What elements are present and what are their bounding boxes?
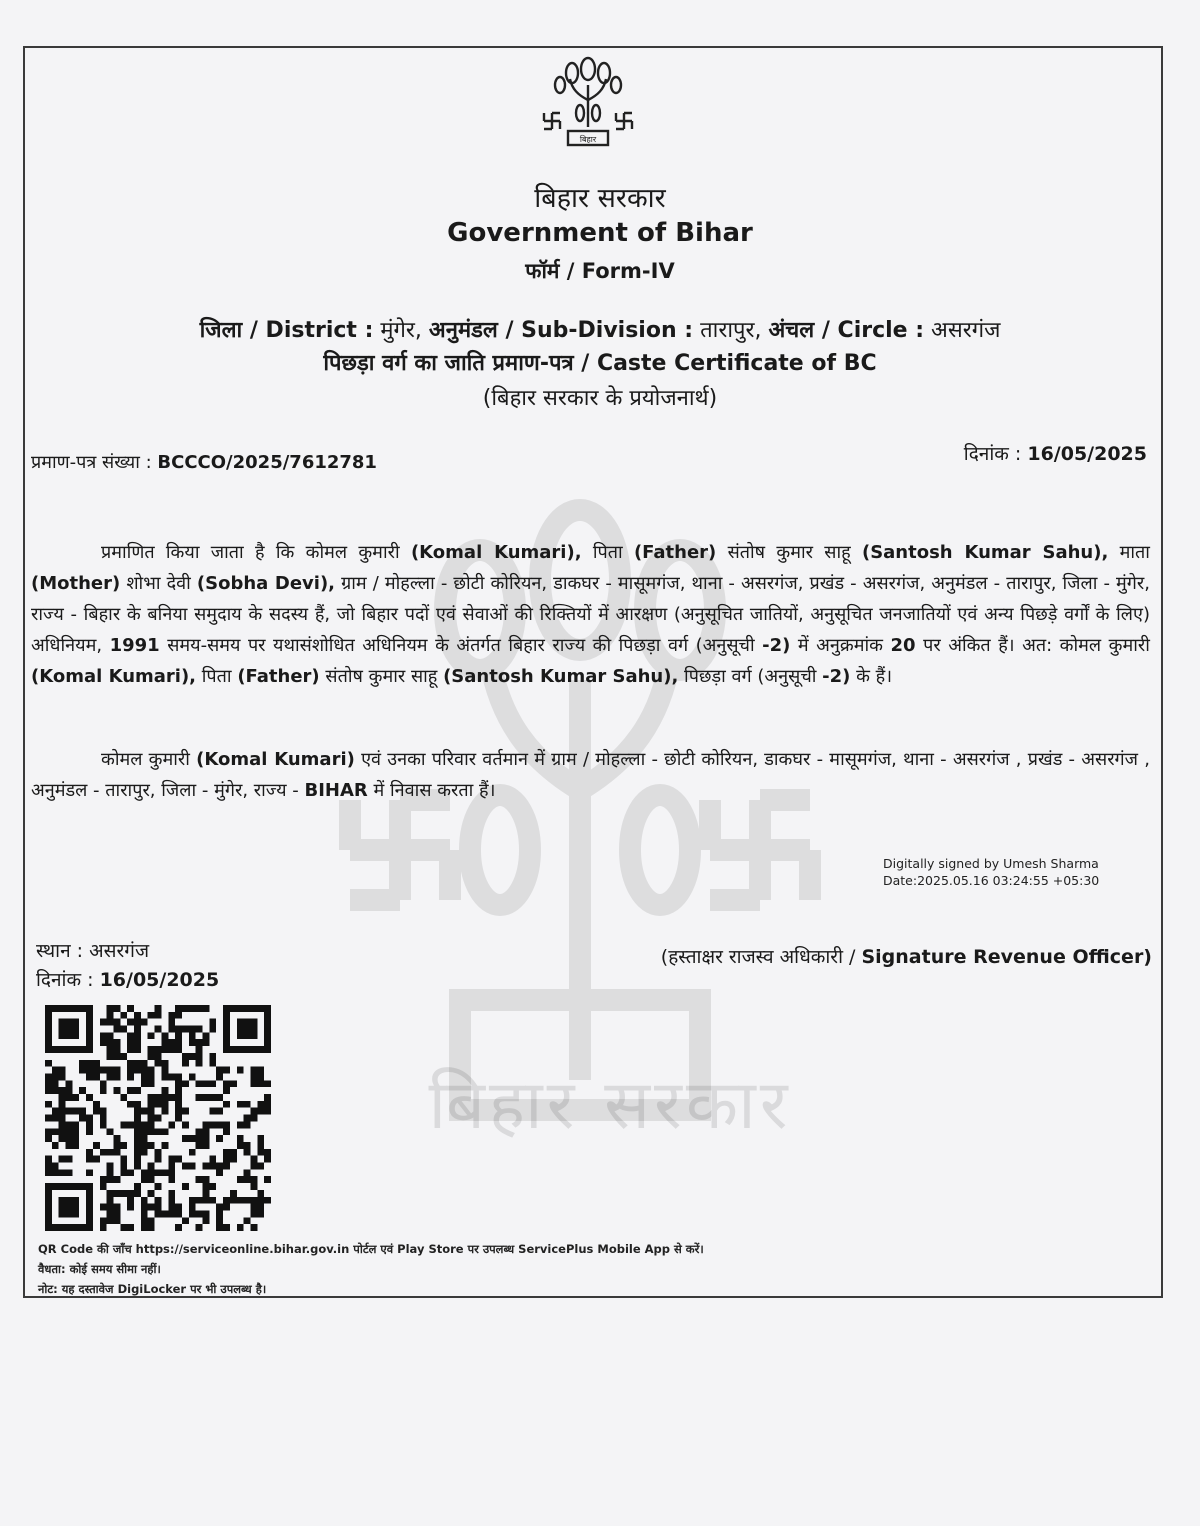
p1-text: पिछड़ा वर्ग (अनुसूची <box>684 666 817 687</box>
p1-father-hindi: संतोष कुमार साहू <box>727 542 851 563</box>
district-line <box>0 314 1200 344</box>
p1-name-english: (Komal Kumari), <box>31 666 197 687</box>
p2-name-english: (Komal Kumari) <box>196 749 355 770</box>
digilocker-note: नोट: यह दस्तावेज DigiLocker पर भी उपलब्ध है। <box>38 1282 267 1296</box>
circle-label: अंचल / Circle : <box>768 318 925 343</box>
p1-mother-label: (Mother) <box>31 573 121 594</box>
p1-name-english: (Komal Kumari), <box>410 542 582 563</box>
certificate-date-label: दिनांक : <box>963 443 1022 465</box>
certificate-number-label: प्रमाण-पत्र संख्या : <box>31 452 152 473</box>
signature-english: Signature Revenue Officer) <box>861 946 1152 968</box>
p2-text: में निवास करता हैं। <box>373 780 496 801</box>
p1-text: प्रमाणित किया जाता है कि कोमल कुमारी <box>101 542 400 563</box>
residence-paragraph <box>31 744 1150 806</box>
p1-serial-number: 20 <box>890 635 916 656</box>
p1-father-hindi: संतोष कुमार साहू <box>325 666 438 687</box>
emblem-label: बिहार <box>579 135 597 144</box>
signature-hindi: (हस्ताक्षर राजस्व अधिकारी / <box>660 946 856 968</box>
p1-father-label: (Father) <box>237 666 320 687</box>
validity-note: वैधता: कोई समय सीमा नहीं। <box>38 1262 161 1276</box>
p1-act-year: 1991 <box>109 635 160 656</box>
p1-text: ग्राम / मोहल्ला - छोटी कोरियन, डाकघर - मासूमगंज, थाना - असरगंज, प्रखंड - असरगंज, अनुमंडल - तारापुर, जिला - मुंगेर, राज्य - बिहार के बनिया समुदाय के सदस्य हैं, जो बिहार पदों एवं सेवाओं की रिक्तियों में आरक्षण (अनुसूचित जातियों, अनुसूचित जनजातियों एवं अन्य पिछड़े वर्गों के लिए) अधिनियम, <box>31 573 1150 656</box>
form-number: फॉर्म / Form-IV <box>525 259 675 283</box>
p1-text: पर अंकित हैं। अत: कोमल कुमारी <box>923 635 1150 656</box>
digital-signature <box>883 855 1099 889</box>
p2-text: एवं उनका परिवार वर्तमान में ग्राम / मोहल्ला - छोटी कोरियन, डाकघर - मासूमगंज, थाना - असरगंज , प्रखंड - असरगंज , अनुमंडल - तारापुर, जिला - मुंगेर, राज्य - <box>31 749 1150 801</box>
p1-schedule: -2) <box>762 635 791 656</box>
p1-father-english: (Santosh Kumar Sahu), <box>861 542 1109 563</box>
p1-text: के हैं। <box>856 666 893 687</box>
issue-date-line <box>36 966 219 992</box>
place-line <box>36 937 149 963</box>
certification-paragraph <box>31 537 1150 692</box>
p2-name-hindi: कोमल कुमारी <box>101 749 190 770</box>
district-label: जिला / District : <box>199 318 374 343</box>
certificate-number: BCCCO/2025/7612781 <box>157 452 377 473</box>
govt-english-heading: Government of Bihar <box>447 218 753 248</box>
place-label: स्थान : <box>36 940 84 962</box>
watermark-text: बिहार सरकार <box>428 1066 792 1145</box>
district-value: मुंगेर, <box>380 318 422 343</box>
qr-code-icon[interactable] <box>45 1005 271 1231</box>
p1-text: माता <box>1119 542 1150 563</box>
certificate-date-line <box>964 440 1147 466</box>
p1-father-english: (Santosh Kumar Sahu), <box>443 666 679 687</box>
place-value: असरगंज <box>89 940 150 962</box>
p1-text: पिता <box>592 542 623 563</box>
subdivision-value: तारापुर, <box>700 318 762 343</box>
certificate-number-line <box>31 450 377 474</box>
certificate-date: 16/05/2025 <box>1027 443 1147 465</box>
certificate-title: पिछड़ा वर्ग का जाति प्रमाण-पत्र / Caste Certificate of BC <box>323 351 877 376</box>
digital-signature-date: Date:2025.05.16 03:24:55 +05:30 <box>883 873 1100 888</box>
certificate-purpose: (बिहार सरकार के प्रयोजनार्थ) <box>482 386 718 411</box>
subdivision-label: अनुमंडल / Sub-Division : <box>428 318 694 343</box>
circle-value: असरगंज <box>931 318 1001 343</box>
p1-text: समय-समय पर यथासंशोधित अधिनियम के अंतर्गत बिहार राज्य की पिछड़ा वर्ग (अनुसूची <box>167 635 755 656</box>
issue-date: 16/05/2025 <box>99 969 220 991</box>
p1-text: पिता <box>201 666 232 687</box>
p1-text: में अनुक्रमांक <box>797 635 883 656</box>
issue-date-label: दिनांक : <box>36 969 94 991</box>
qr-check-note: QR Code की जाँच https://serviceonline.bihar.gov.in पोर्टल एवं Play Store पर उपलब्ध ServicePlus Mobile App से करें। <box>38 1242 704 1256</box>
p1-mother-hindi: शोभा देवी <box>126 573 191 594</box>
bihar-emblem-icon <box>538 55 638 151</box>
digital-signature-signer: Digitally signed by Umesh Sharma <box>883 856 1099 871</box>
signature-label <box>661 943 1152 969</box>
p2-state: BIHAR <box>304 780 368 801</box>
p1-schedule: -2) <box>822 666 851 687</box>
p1-father-label: (Father) <box>633 542 717 563</box>
govt-hindi-heading: बिहार सरकार <box>534 183 666 214</box>
p1-mother-english: (Sobha Devi), <box>196 573 336 594</box>
